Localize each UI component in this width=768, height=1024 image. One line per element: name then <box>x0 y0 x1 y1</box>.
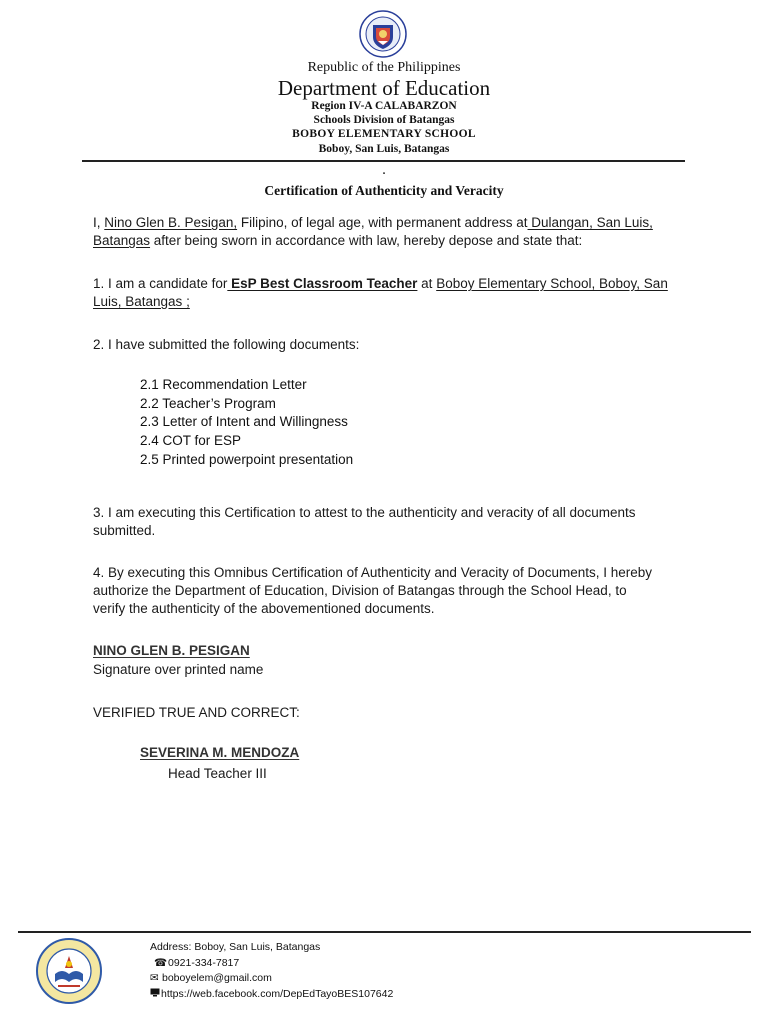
item-4-line-2: authorize the Department of Education, Division of Batangas through the School Head, to <box>93 583 627 598</box>
region-line: Region IV-A CALABARZON <box>311 100 457 112</box>
school-address-line: Boboy, San Luis, Batangas <box>318 143 450 155</box>
list-item: 2.1 Recommendation Letter <box>140 377 307 392</box>
item-1-paragraph <box>93 275 723 311</box>
school-line: BOBOY ELEMENTARY SCHOOL <box>292 128 476 140</box>
list-item: 2.3 Letter of Intent and Willingness <box>140 414 348 430</box>
phone-icon: ☎ <box>154 956 168 969</box>
list-item: 2.5 Printed powerpoint presentation <box>140 451 354 467</box>
signature-caption: Signature over printed name <box>93 662 264 677</box>
computer-icon <box>150 987 161 1003</box>
item-4-line-1: 4. By executing this Omnibus Certification of Authenticity and Veracity of Documents, I hereby <box>93 565 653 580</box>
intro-text: after being sworn in accordance with law, hereby depose and state that: <box>150 233 583 248</box>
item-text: at <box>417 276 437 291</box>
school-inline: Boboy Elementary School, Boboy, San <box>436 276 668 291</box>
address-inline: Batangas <box>93 233 151 248</box>
signatory-name: NINO GLEN B. PESIGAN <box>93 643 250 658</box>
intro-line-1 <box>93 214 713 232</box>
verified-label: VERIFIED TRUE AND CORRECT: <box>93 705 300 720</box>
division-line: Schools Division of Batangas <box>313 114 455 126</box>
footer-phone: 0921-334-7817 <box>168 956 240 969</box>
footer-phone-row <box>150 956 393 972</box>
item-2-text: 2. I have submitted the following documents: <box>93 337 360 352</box>
footer-rule <box>18 931 751 933</box>
intro-text: Filipino, of legal age, with permanent address at <box>237 215 528 230</box>
footer-facebook-link[interactable]: https://web.facebook.com/DepEdTayoBES107642 <box>161 987 394 1000</box>
envelope-icon: ✉ <box>150 972 159 984</box>
department-title: Department of Education <box>277 76 491 100</box>
intro-paragraph <box>93 214 713 250</box>
item-1-line-1 <box>93 275 723 293</box>
footer-email-row <box>150 971 393 987</box>
intro-text: I, <box>93 215 105 230</box>
school-logo <box>36 938 102 1004</box>
header-rule <box>82 160 685 162</box>
item-1-line-2 <box>93 293 723 311</box>
intro-line-2 <box>93 232 713 250</box>
item-3-line-1: 3. I am executing this Certification to attest to the authenticity and veracity of all documents <box>93 505 636 520</box>
address-inline: Dulangan, San Luis, <box>527 215 653 230</box>
documents-list <box>140 376 353 470</box>
dot-mark: . <box>382 165 386 177</box>
item-text: 1. I am a candidate for <box>93 276 228 291</box>
document-title: Certification of Authenticity and Veracity <box>264 183 504 198</box>
item-4-line-3: verify the authenticity of the abovementioned documents. <box>93 601 435 616</box>
footer-address: Address: Boboy, San Luis, Batangas <box>150 941 321 953</box>
footer-email[interactable]: boboyelem@gmail.com <box>162 972 272 984</box>
item-3-line-2: submitted. <box>93 523 156 538</box>
republic-line: Republic of the Philippines <box>307 60 461 75</box>
candidate-name-inline: Nino Glen B. Pesigan, <box>104 215 238 230</box>
verifier-name: SEVERINA M. MENDOZA <box>140 745 300 760</box>
list-item: 2.4 COT for ESP <box>140 433 242 449</box>
deped-seal <box>359 10 407 58</box>
verifier-title: Head Teacher III <box>168 766 267 781</box>
award-inline: EsP Best Classroom Teacher <box>227 276 418 291</box>
item-3-paragraph <box>93 504 733 540</box>
footer-contact <box>150 940 393 1002</box>
item-4-paragraph <box>93 564 733 618</box>
footer-facebook-row <box>150 987 393 1003</box>
school-inline: Luis, Batangas ; <box>93 294 190 309</box>
list-item: 2.2 Teacher’s Program <box>140 395 276 411</box>
